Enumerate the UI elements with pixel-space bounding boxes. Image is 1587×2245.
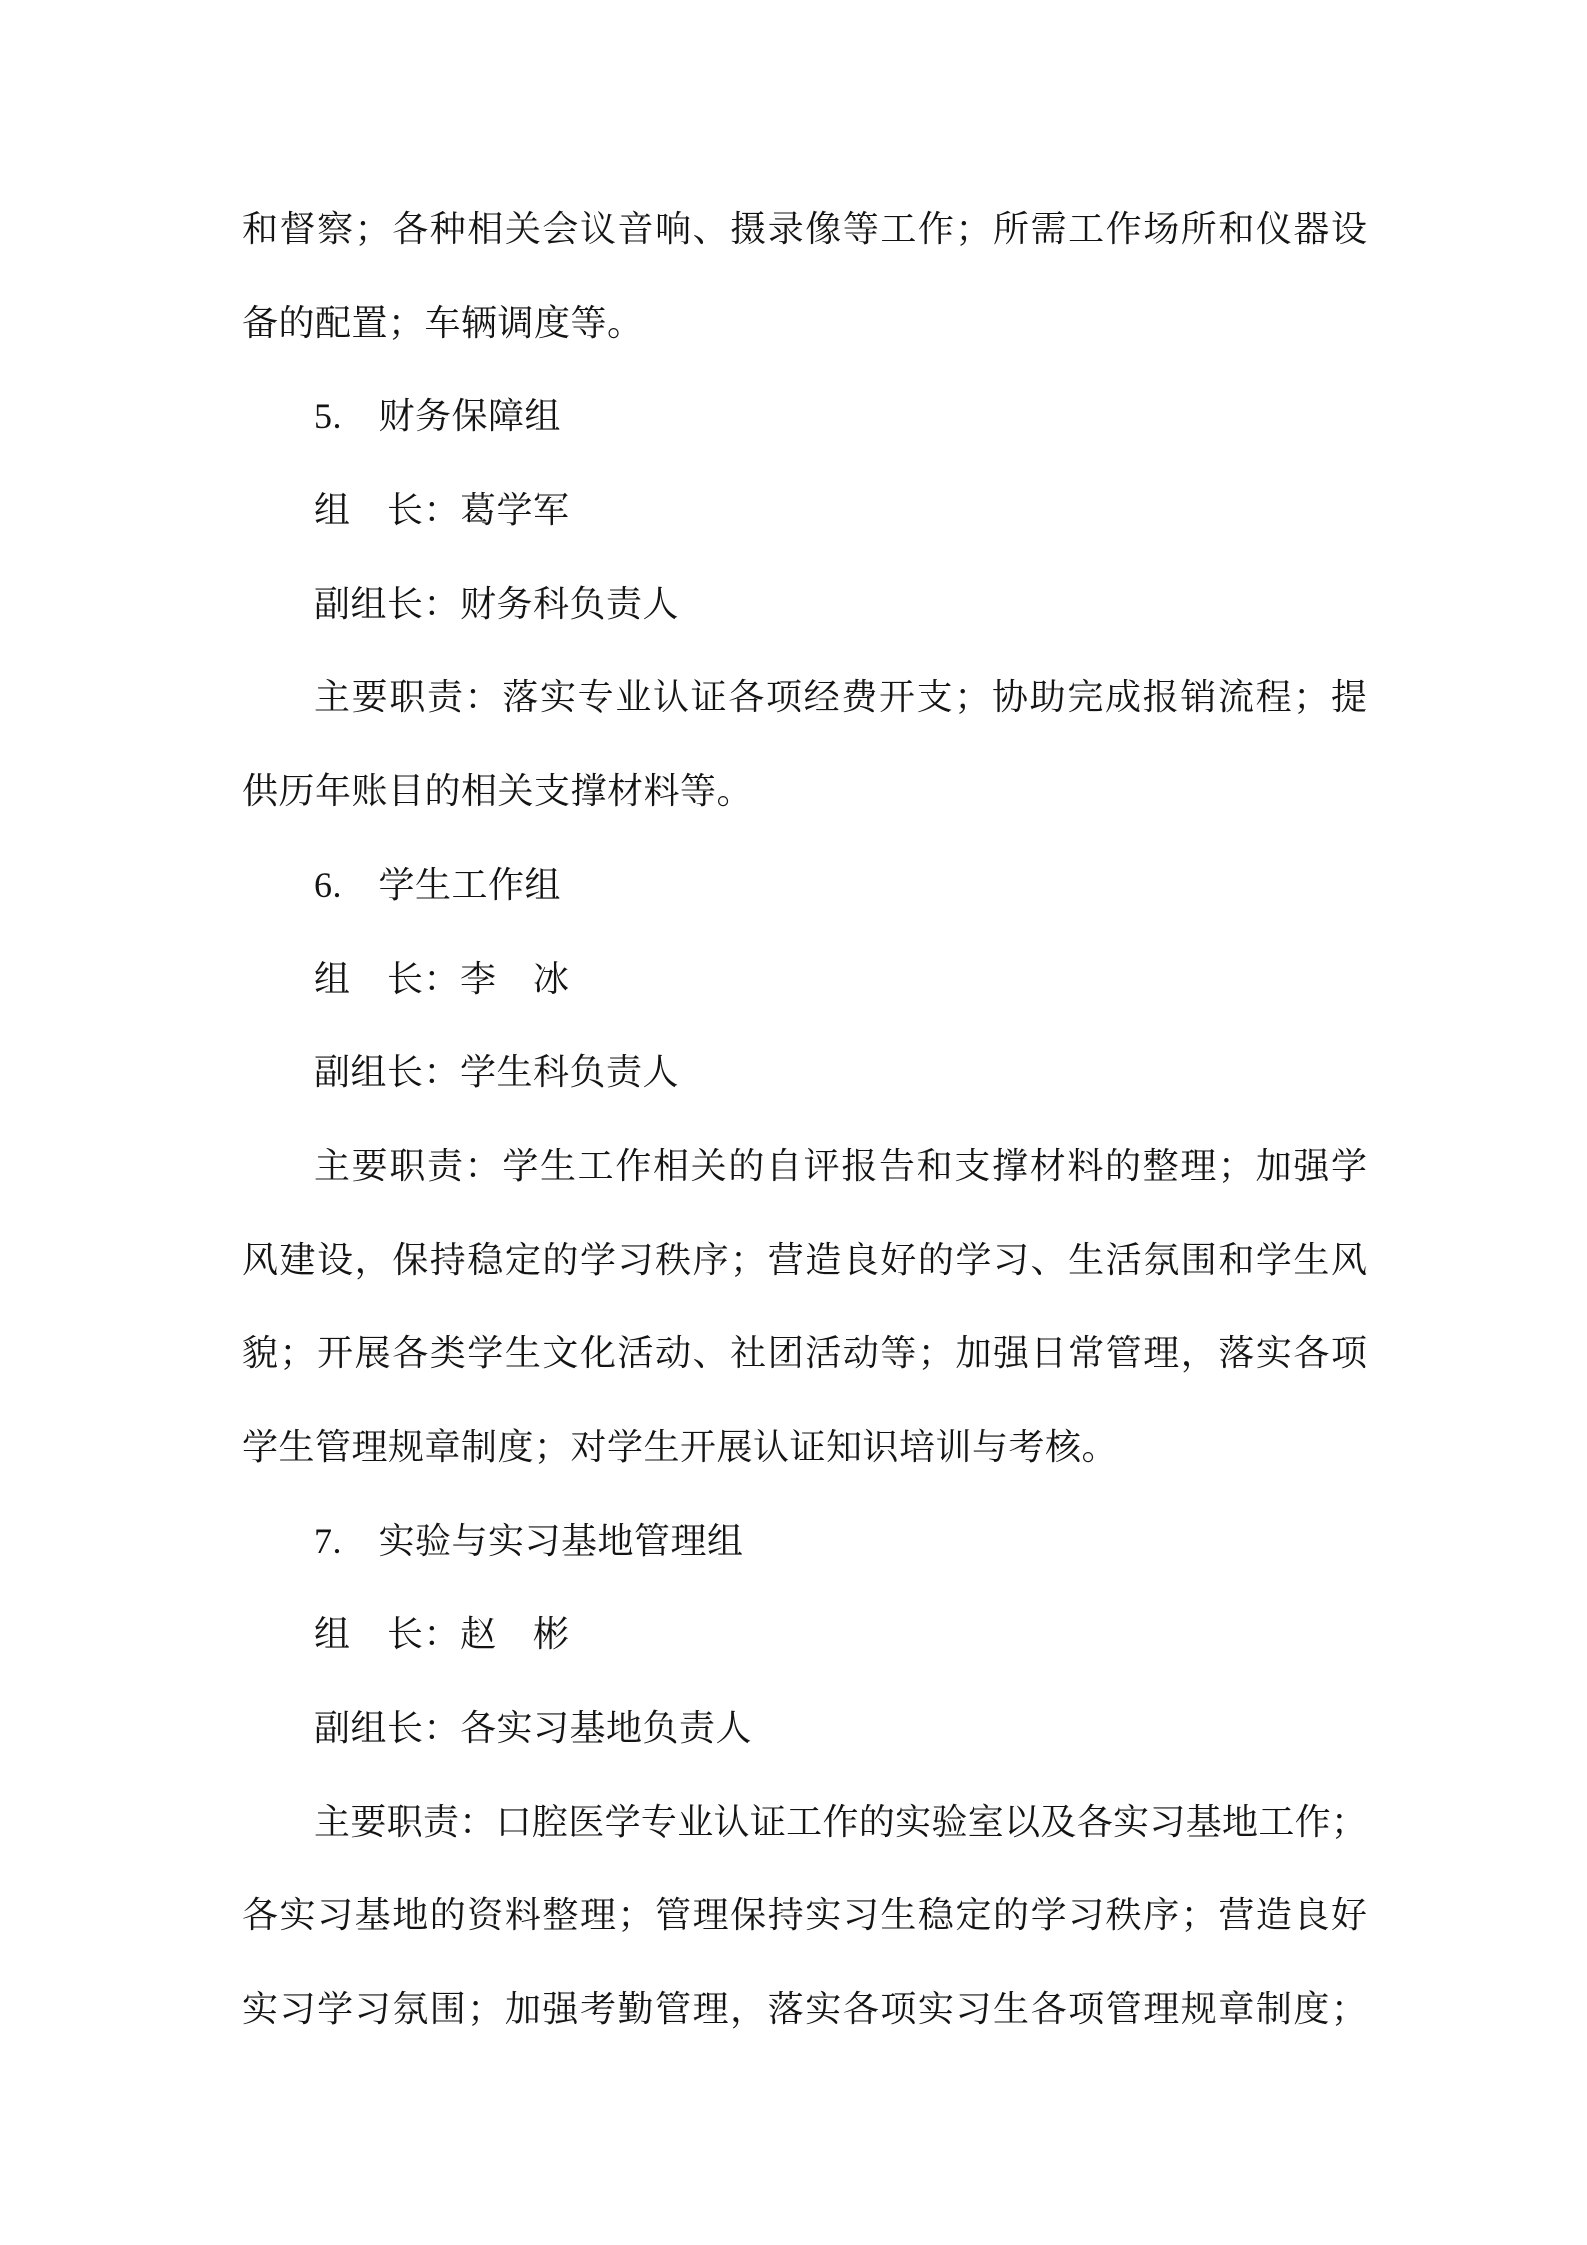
- text-block: [242, 183, 1367, 2057]
- text-line: 和督察；各种相关会议音响、摄录像等工作；所需工作场所和仪器设: [242, 209, 1367, 249]
- duties-line: 供历年账目的相关支撑材料等。: [242, 771, 754, 812]
- duties-line: 实习学习氛围；加强考勤管理，落实各项实习生各项管理规章制度；: [242, 1989, 1367, 2030]
- section-heading: 5. 财务保障组: [314, 396, 562, 437]
- section-heading: 6. 学生工作组: [314, 864, 562, 905]
- duties-line: 主要职责：落实专业认证各项经费开支；协助完成报销流程；提: [314, 677, 1367, 718]
- deputy-leader-line: 副组长：财务科负责人: [314, 583, 680, 624]
- group-leader-line: 组 长：葛学军: [314, 490, 570, 531]
- duties-line: 貌；开展各类学生文化活动、社团活动等；加强日常管理，落实各项: [242, 1333, 1367, 1374]
- deputy-leader-line: 副组长：学生科负责人: [314, 1052, 680, 1093]
- duties-line: 主要职责：口腔医学专业认证工作的实验室以及各实习基地工作；: [314, 1801, 1367, 1842]
- group-leader-line: 组 长：李 冰: [314, 958, 570, 999]
- text-line: 备的配置；车辆调度等。: [242, 302, 644, 343]
- duties-line: 主要职责：学生工作相关的自评报告和支撑材料的整理；加强学: [314, 1145, 1367, 1186]
- duties-line: 风建设，保持稳定的学习秩序；营造良好的学习、生活氛围和学生风: [242, 1239, 1367, 1280]
- duties-line: 各实习基地的资料整理；管理保持实习生稳定的学习秩序；营造良好: [242, 1895, 1367, 1936]
- group-leader-line: 组 长：赵 彬: [314, 1614, 570, 1655]
- section-heading: 7. 实验与实习基地管理组: [314, 1520, 744, 1561]
- deputy-leader-line: 副组长：各实习基地负责人: [314, 1708, 753, 1748]
- duties-line: 学生管理规章制度；对学生开展认证知识培训与考核。: [242, 1426, 1119, 1467]
